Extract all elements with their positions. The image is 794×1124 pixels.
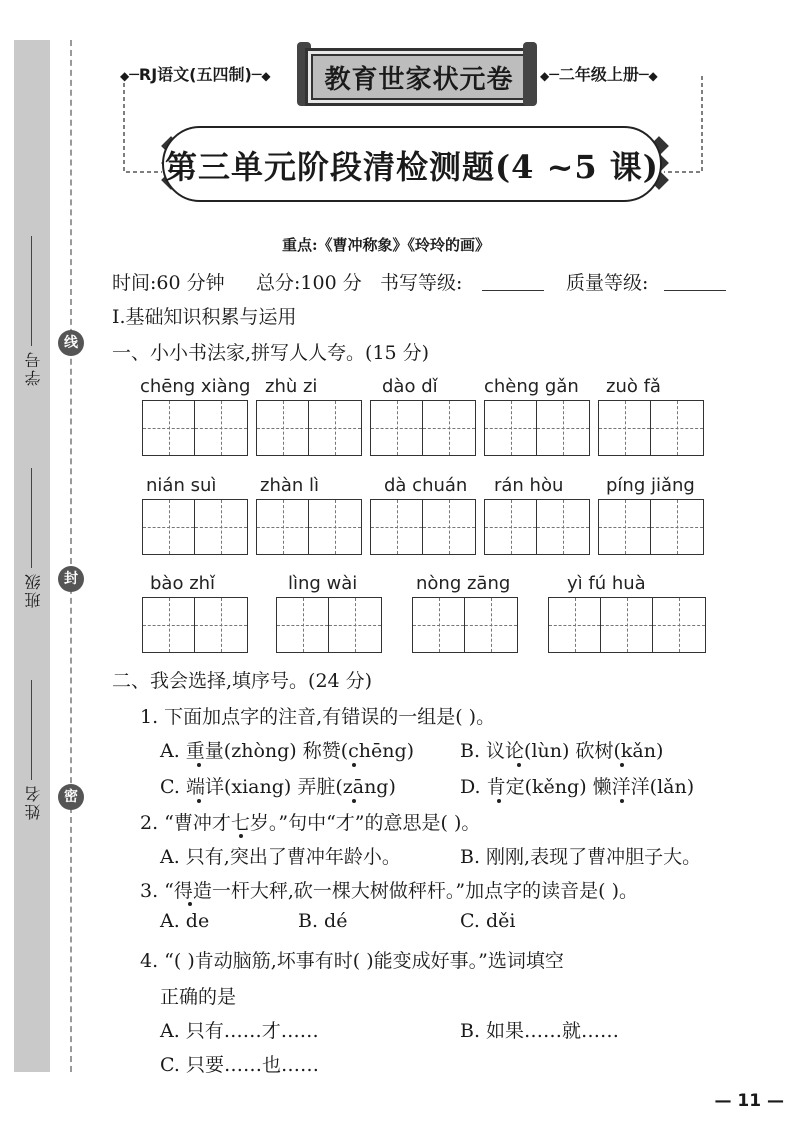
subject-tag: ◆─RJ语文(五四制)─◆ — [120, 65, 271, 84]
q2-3-stem: 3. “得造一杆大秤,砍一棵大树做秤杆。”加点字的读音是( )。 — [140, 880, 638, 902]
pinyin-label: chèng gǎn — [484, 376, 579, 397]
pinyin-label: lìng wài — [288, 573, 358, 594]
writing-grid[interactable] — [276, 597, 382, 653]
q2-1-option-d[interactable]: D. 肯定(kěng) 懒洋洋(lǎn) — [460, 776, 695, 798]
part1-title: Ⅰ.基础知识积累与运用 — [112, 306, 297, 328]
pinyin-label: zuò fǎ — [606, 376, 661, 397]
student-id-line — [31, 236, 32, 346]
q2-3-option-c[interactable]: C. děi — [460, 910, 516, 932]
class-line — [31, 468, 32, 568]
pinyin-label: yì fú huà — [567, 573, 646, 594]
exam-time: 时间:60 分钟 — [112, 272, 225, 294]
emphasis-dot-icon — [197, 799, 201, 803]
pinyin-label: dào dǐ — [382, 376, 438, 397]
writing-grade-label: 书写等级: — [380, 272, 463, 294]
pinyin-label: nòng zāng — [416, 573, 511, 594]
pinyin-label: chēng xiàng — [140, 376, 251, 397]
series-title: 教育世家状元卷 — [324, 65, 514, 95]
emphasis-dot-icon — [188, 902, 192, 906]
pinyin-label: zhù zi — [265, 376, 318, 397]
writing-grid[interactable] — [142, 400, 248, 456]
q2-1-option-b[interactable]: B. 议论(lùn) 砍树(kǎn) — [460, 740, 664, 762]
q2-4-option-a[interactable]: A. 只有……才…… — [160, 1020, 319, 1042]
writing-grid[interactable] — [370, 400, 476, 456]
q2-3-option-a[interactable]: A. de — [160, 910, 210, 932]
focus-line: 重点:《曹冲称象》《玲玲的画》 — [282, 236, 491, 254]
class-label: 班级 — [24, 572, 43, 608]
emphasis-dot-icon — [352, 763, 356, 767]
writing-grid[interactable] — [598, 499, 704, 555]
writing-grid[interactable] — [484, 499, 590, 555]
name-label: 姓名 — [24, 784, 43, 820]
series-title-box — [305, 48, 533, 106]
quality-grade-blank[interactable] — [664, 270, 726, 291]
pinyin-label: zhàn lì — [260, 475, 320, 496]
binding-strip — [14, 40, 50, 1072]
student-id-label: 学号 — [24, 350, 43, 386]
pinyin-label: bào zhǐ — [150, 573, 216, 594]
emphasis-dot-icon — [620, 799, 624, 803]
q2-1-stem: 1. 下面加点字的注音,有错误的一组是( )。 — [140, 706, 496, 728]
q2-4-option-b[interactable]: B. 如果……就…… — [460, 1020, 620, 1042]
q2-1-option-a[interactable]: A. 重量(zhòng) 称赞(chēng) — [160, 740, 415, 762]
writing-grid[interactable] — [256, 400, 362, 456]
cut-line — [70, 40, 72, 1072]
q2-3-option-b[interactable]: B. dé — [298, 910, 348, 932]
q2-2-stem: 2. “曹冲才七岁。”句中“才”的意思是( )。 — [140, 812, 481, 834]
q1-title: 一、小小书法家,拼写人人夸。(15 分) — [112, 342, 430, 364]
q2-4-stem: 4. “( )肯动脑筋,坏事有时( )能变成好事。”选词填空 — [140, 950, 564, 972]
emphasis-dot-icon — [197, 763, 201, 767]
unit-title-banner — [162, 126, 662, 202]
quality-grade-label: 质量等级: — [566, 272, 649, 294]
q2-title: 二、我会选择,填序号。(24 分) — [112, 670, 373, 692]
writing-grid[interactable] — [412, 597, 518, 653]
q2-4-option-c[interactable]: C. 只要……也…… — [160, 1054, 319, 1076]
emphasis-dot-icon — [517, 763, 521, 767]
writing-grid[interactable] — [256, 499, 362, 555]
pinyin-label: píng jiǎng — [606, 475, 695, 496]
seal-seal-mark: 封 — [58, 566, 84, 592]
emphasis-dot-icon — [620, 763, 624, 767]
writing-grid[interactable] — [142, 499, 248, 555]
writing-grid[interactable] — [548, 597, 706, 653]
writing-grade-blank[interactable] — [482, 270, 544, 291]
name-line — [31, 680, 32, 780]
emphasis-dot-icon — [352, 799, 356, 803]
q2-4-stem-cont: 正确的是 — [160, 986, 237, 1008]
emphasis-dot-icon — [239, 834, 243, 838]
seal-secret-mark: 密 — [58, 784, 84, 810]
emphasis-dot-icon — [497, 799, 501, 803]
q2-2-option-a[interactable]: A. 只有,突出了曹冲年龄小。 — [160, 846, 401, 868]
scroll-right-end — [523, 42, 537, 106]
writing-grid[interactable] — [370, 499, 476, 555]
page-number: — 11 — — [714, 1091, 784, 1111]
q2-2-option-b[interactable]: B. 刚刚,表现了曹冲胆子大。 — [460, 846, 702, 868]
grade-tag: ◆─二年级上册─◆ — [540, 65, 658, 84]
writing-grid[interactable] — [598, 400, 704, 456]
unit-title: 第三单元阶段清检测题(4 ~5 课) — [165, 148, 659, 186]
seal-line-mark: 线 — [58, 330, 84, 356]
writing-grid[interactable] — [142, 597, 248, 653]
pinyin-label: rán hòu — [494, 475, 564, 496]
exam-total: 总分:100 分 — [256, 272, 362, 294]
pinyin-label: nián suì — [146, 475, 217, 496]
writing-grid[interactable] — [484, 400, 590, 456]
q2-1-option-c[interactable]: C. 端详(xiang) 弄脏(zāng) — [160, 776, 396, 798]
pinyin-label: dà chuán — [384, 475, 468, 496]
